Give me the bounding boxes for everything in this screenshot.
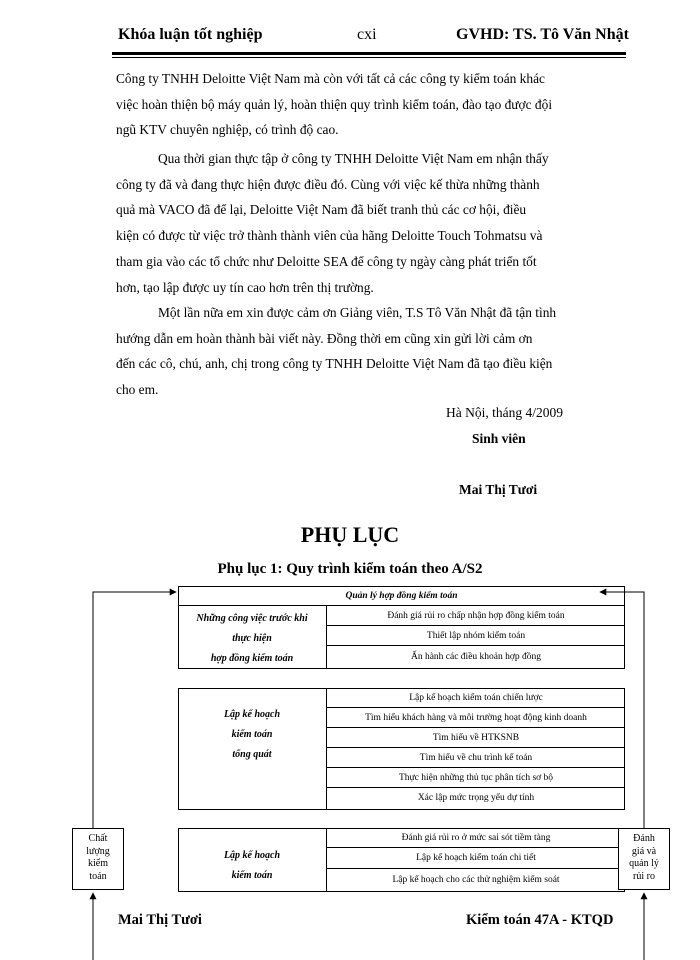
line: hướng dẫn em hoàn thành bài viết này. Đồng thời em cũng xin gửi lời cảm ơn bbox=[116, 330, 533, 346]
line: Một lần nữa em xin được cảm ơn Giảng viên, T.S Tô Văn Nhật đã tận tình bbox=[158, 305, 557, 320]
line: công ty đã và đang thực hiện được điều đó. Cùng với việc kế thừa những thành bbox=[116, 176, 540, 192]
section-2-item: Tìm hiểu khách hàng và môi trường hoạt động kinh doanh bbox=[327, 708, 625, 728]
contract-management-header: Quản lý hợp đồng kiểm toán bbox=[178, 586, 625, 606]
appendix-title: PHỤ LỤC bbox=[300, 522, 400, 547]
section-2-item: Thực hiện những thủ tục phân tích sơ bộ bbox=[327, 768, 625, 788]
section-1-item: Đánh giá rủi ro chấp nhận hợp đồng kiểm toán bbox=[327, 606, 625, 626]
section-2-item: Lập kế hoạch kiểm toán chiến lược bbox=[327, 688, 625, 708]
section-3-item: Lập kế hoạch cho các thử nghiệm kiểm soát bbox=[392, 875, 560, 885]
signer-name: Mai Thị Tươi bbox=[459, 482, 538, 497]
section-3-item: Đánh giá rủi ro ở mức sai sót tiềm tàng bbox=[327, 828, 625, 848]
section-1-item: Thiết lập nhóm kiểm toán bbox=[327, 626, 625, 646]
line: Qua thời gian thực tập ở công ty TNHH Deloitte Việt Nam em nhận thấy bbox=[158, 151, 549, 166]
section-1-item: Ấn hành các điều khoản hợp đồng bbox=[410, 652, 542, 662]
line: tham gia vào các tổ chức như Deloitte SEA để công ty ngày càng phát triển tốt bbox=[116, 253, 537, 269]
page-number: cxi bbox=[357, 26, 377, 43]
section-2-item: Xác lập mức trọng yếu dự tính bbox=[417, 793, 535, 803]
line: Công ty TNHH Deloitte Việt Nam mà còn với tất cả các công ty kiểm toán khác bbox=[116, 71, 545, 86]
line: kiện có được từ việc trở thành thành viên của hãng Deloitte Touch Tohmatsu và bbox=[116, 228, 543, 244]
audit-quality-box: Chất lượng kiểm toán bbox=[72, 828, 124, 890]
signer-role: Sinh viên bbox=[472, 431, 526, 446]
line: đến các cô, chú, anh, chị trong công ty TNHH Deloitte Việt Nam đã tạo điều kiện bbox=[116, 356, 553, 372]
header-title: Khóa luận tốt nghiệp bbox=[118, 26, 263, 43]
footer-author: Mai Thị Tươi bbox=[118, 912, 202, 928]
advisor: GVHD: TS. Tô Văn Nhật bbox=[456, 26, 629, 43]
line: hơn, tạo lập được uy tín cao hơn trên thị trường. bbox=[116, 279, 374, 295]
section-2-item: Tìm hiểu về chu trình kế toán bbox=[327, 748, 625, 768]
line: việc hoàn thiện bộ máy quản lý, hoàn thiện quy trình kiểm toán, đào tạo được đội bbox=[116, 96, 553, 112]
place-date: Hà Nội, tháng 4/2009 bbox=[446, 405, 563, 420]
section-1-label: Những công việc trước khi thực hiện hợp đồng kiểm toán bbox=[196, 613, 308, 664]
line: quả mà VACO đã để lại, Deloitte Việt Nam đã biết tranh thủ các cơ hội, điều bbox=[116, 202, 527, 218]
footer-class: Kiểm toán 47A - KTQD bbox=[466, 912, 614, 928]
section-2-item: Tìm hiểu về HTKSNB bbox=[327, 728, 625, 748]
section-3-item: Lập kế hoạch kiểm toán chi tiết bbox=[327, 848, 625, 869]
line: ngũ KTV chuyên nghiệp, có trình độ cao. bbox=[116, 122, 339, 138]
risk-management-box: Đánh giá và quản lý rủi ro bbox=[618, 828, 670, 890]
section-3-label: Lập kế hoạch kiểm toán bbox=[223, 850, 281, 881]
appendix-subtitle: Phụ lục 1: Quy trình kiểm toán theo A/S2 bbox=[217, 561, 483, 577]
line: cho em. bbox=[116, 382, 159, 398]
section-2-label: Lập kế hoạch kiểm toán tổng quát bbox=[223, 709, 281, 760]
